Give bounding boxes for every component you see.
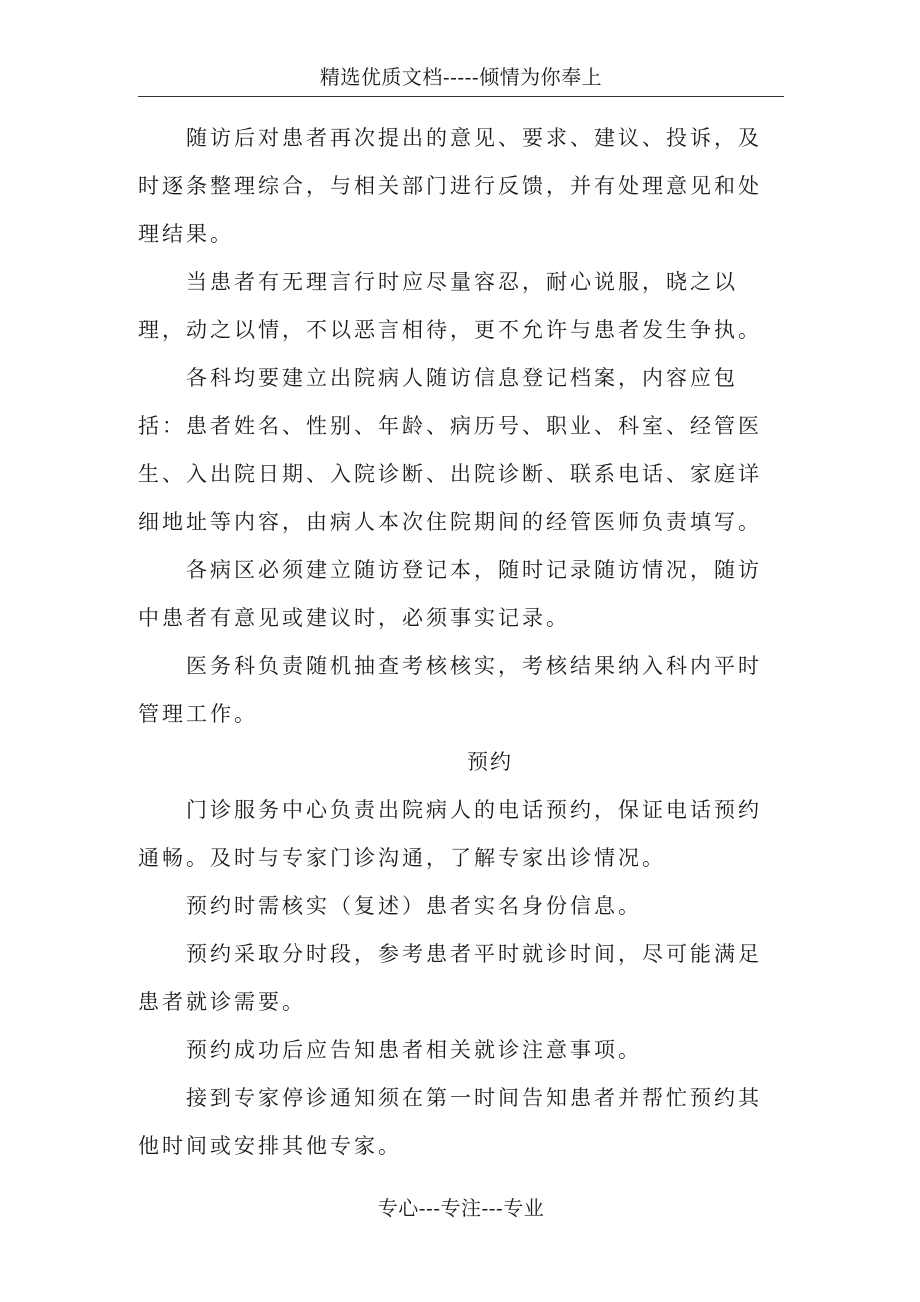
paragraph-patience: 当患者有无理言行时应尽量容忍，耐心说服，晓之以理，动之以情，不以恶言相待，更不允许与患者发生争执。: [138, 270, 762, 342]
paragraph-time-slots: 预约采取分时段，参考患者平时就诊时间，尽可能满足患者就诊需要。: [138, 942, 762, 1014]
paragraph-phone-appointment: 门诊服务中心负责出院病人的电话预约，保证电话预约通畅。及时与专家门诊沟通，了解专家出诊情况。: [138, 798, 762, 870]
paragraph-register-book: 各病区必须建立随访登记本，随时记录随访情况，随访中患者有意见或建议时，必须事实记录。: [138, 558, 762, 630]
paragraph-verify-identity: 预约时需核实（复述）患者实名身份信息。: [186, 894, 642, 918]
page-header: 精选优质文档-----倾情为你奉上: [319, 65, 603, 89]
section-title-appointment: 预约: [467, 750, 513, 774]
paragraph-records: 各科均要建立出院病人随访信息登记档案，内容应包括：患者姓名、性别、年龄、病历号、职业、科室、经管医生、入出院日期、入院诊断、出院诊断、联系电话、家庭详细地址等内容，由病人本次住院期间的经管医师负责填写。: [138, 366, 762, 534]
page-footer: 专心---专注---专业: [377, 1196, 545, 1220]
paragraph-suspension: 接到专家停诊通知须在第一时间告知患者并帮忙预约其他时间或安排其他专家。: [138, 1086, 762, 1158]
paragraph-notice: 预约成功后应告知患者相关就诊注意事项。: [186, 1038, 642, 1062]
paragraph-inspection: 医务科负责随机抽查考核核实，考核结果纳入科内平时管理工作。: [138, 654, 762, 726]
header-divider: [138, 96, 784, 97]
document-body: [138, 114, 784, 1170]
paragraph-feedback: 随访后对患者再次提出的意见、要求、建议、投诉，及时逐条整理综合，与相关部门进行反馈，并有处理意见和处理结果。: [138, 126, 762, 246]
